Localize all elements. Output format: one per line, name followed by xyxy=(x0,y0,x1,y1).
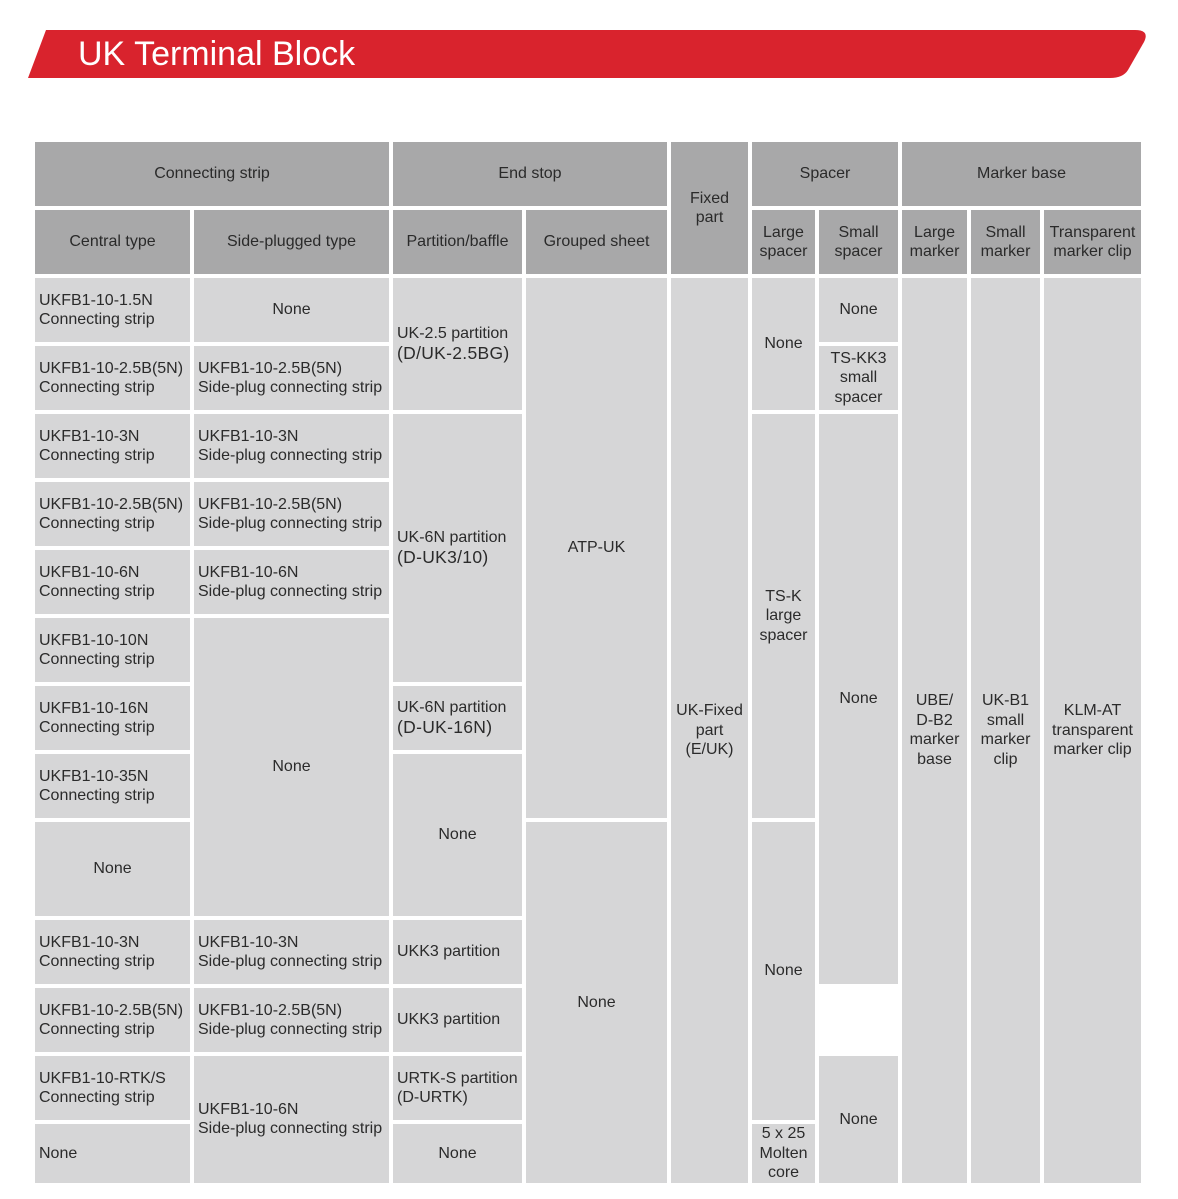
small-spacer-cell: None xyxy=(819,414,898,984)
central-code: UKFB1-10-3N xyxy=(39,933,140,951)
transparent-marker-clip-header: Transparent marker clip xyxy=(1044,210,1141,274)
side-plugged-cell xyxy=(194,618,389,916)
side-code: None xyxy=(272,301,311,319)
large-marker-cell: UBE/ D-B2 marker base xyxy=(902,278,967,1183)
central-desc: Connecting strip xyxy=(39,1089,155,1106)
central-code: UKFB1-10-2.5B(5N) xyxy=(39,1001,184,1019)
partition-code: (D-URTK) xyxy=(397,1089,468,1106)
side-desc: Side-plug connecting strip xyxy=(198,953,383,970)
partition-name: UKK3 partition xyxy=(397,1011,501,1029)
side-plugged-cell xyxy=(194,278,389,342)
central-code: UKFB1-10-3N xyxy=(39,427,140,445)
side-desc: Side-plug connecting strip xyxy=(198,447,383,464)
central-code: UKFB1-10-16N xyxy=(39,699,149,717)
end-stop-header: End stop xyxy=(393,142,667,206)
central-desc: Connecting strip xyxy=(39,1021,155,1038)
marker-base-header: Marker base xyxy=(902,142,1141,206)
central-code: UKFB1-10-6N xyxy=(39,563,140,581)
page-title: UK Terminal Block xyxy=(78,35,356,73)
small-spacer-cell: None xyxy=(819,1056,898,1183)
side-plugged-cell xyxy=(194,482,389,546)
connecting-strip-header: Connecting strip xyxy=(35,142,389,206)
partition-code: (D-UK3/10) xyxy=(397,546,489,567)
partition-name: None xyxy=(438,826,477,844)
central-cell xyxy=(35,482,190,546)
title-banner xyxy=(28,30,1148,78)
side-plugged-cell xyxy=(194,414,389,478)
partition-name: None xyxy=(438,1144,477,1162)
central-cell xyxy=(35,346,190,410)
side-code: UKFB1-10-6N xyxy=(198,563,299,581)
side-plugged-cell xyxy=(194,988,389,1052)
partition-name: URTK-S partition xyxy=(397,1069,518,1087)
partition-cell xyxy=(393,414,522,682)
partition-cell xyxy=(393,1124,522,1183)
central-desc: Connecting strip xyxy=(39,651,155,668)
small-spacer-cell: None xyxy=(819,278,898,342)
side-plugged-type-header: Side-plugged type xyxy=(194,210,389,274)
central-cell xyxy=(35,920,190,984)
partition-cell xyxy=(393,754,522,916)
central-cell xyxy=(35,988,190,1052)
side-code: UKFB1-10-6N xyxy=(198,1100,299,1118)
partition-cell xyxy=(393,686,522,750)
partition-name: UK-6N partition xyxy=(397,699,507,716)
central-cell xyxy=(35,1124,190,1183)
central-cell xyxy=(35,686,190,750)
partition-name: UK-6N partition xyxy=(397,529,507,546)
grouped-sheet-cell: ATP-UK xyxy=(526,278,667,818)
side-desc: Side-plug connecting strip xyxy=(198,1120,383,1138)
partition-name: UKK3 partition xyxy=(397,943,501,961)
partition-cell xyxy=(393,988,522,1052)
central-desc: Connecting strip xyxy=(39,953,155,970)
central-code: UKFB1-10-2.5B(5N) xyxy=(39,495,184,513)
central-cell xyxy=(35,414,190,478)
central-code: UKFB1-10-35N xyxy=(39,767,149,785)
partition-cell xyxy=(393,1056,522,1120)
side-code: UKFB1-10-2.5B(5N) xyxy=(198,495,343,513)
partition-name: UK-2.5 partition xyxy=(397,325,509,342)
fixed-part-cell: UK-Fixed part (E/UK) xyxy=(671,278,748,1183)
partition-cell xyxy=(393,278,522,410)
small-spacer-cell: TS-KK3 small spacer xyxy=(819,346,898,410)
side-code: UKFB1-10-3N xyxy=(198,933,299,951)
central-code: UKFB1-10-2.5B(5N) xyxy=(39,359,184,377)
side-desc: Side-plug connecting strip xyxy=(198,1021,383,1038)
side-plugged-cell xyxy=(194,346,389,410)
partition-code: (D-UK-16N) xyxy=(397,716,493,737)
side-code: None xyxy=(272,758,311,776)
spacer-header: Spacer xyxy=(752,142,898,206)
small-spacer-header: Small spacer xyxy=(819,210,898,274)
side-desc: Side-plug connecting strip xyxy=(198,379,383,396)
central-type-header: Central type xyxy=(35,210,190,274)
transparent-clip-cell: KLM-AT transparent marker clip xyxy=(1044,278,1141,1183)
side-desc: Side-plug connecting strip xyxy=(198,515,383,532)
side-plugged-cell xyxy=(194,1056,389,1183)
partition-baffle-header: Partition/baffle xyxy=(393,210,522,274)
grouped-sheet-cell: None xyxy=(526,822,667,1183)
grouped-sheet-header: Grouped sheet xyxy=(526,210,667,274)
side-code: UKFB1-10-2.5B(5N) xyxy=(198,1001,343,1019)
fixed-part-header: Fixed part xyxy=(671,142,748,274)
side-code: UKFB1-10-3N xyxy=(198,427,299,445)
central-desc: Connecting strip xyxy=(39,719,155,736)
central-code: UKFB1-10-10N xyxy=(39,631,149,649)
large-spacer-cell: None xyxy=(752,278,815,410)
large-spacer-header: Large spacer xyxy=(752,210,815,274)
side-plugged-cell xyxy=(194,920,389,984)
small-marker-cell: UK-B1 small marker clip xyxy=(971,278,1040,1183)
product-table xyxy=(31,138,1149,1187)
central-code: UKFB1-10-1.5N xyxy=(39,291,153,309)
central-cell xyxy=(35,278,190,342)
grouped-sheet-cell: 5 x 25 Molten core xyxy=(752,1124,815,1183)
partition-code: (D/UK-2.5BG) xyxy=(397,342,510,363)
large-spacer-cell: None xyxy=(752,822,815,1120)
partition-cell xyxy=(393,920,522,984)
central-desc: Connecting strip xyxy=(39,379,155,396)
central-cell xyxy=(35,618,190,682)
central-cell xyxy=(35,1056,190,1120)
large-marker-header: Large marker xyxy=(902,210,967,274)
central-cell xyxy=(35,550,190,614)
central-desc: Connecting strip xyxy=(39,787,155,804)
side-plugged-cell xyxy=(194,550,389,614)
central-cell xyxy=(35,754,190,818)
large-spacer-cell: TS-K large spacer xyxy=(752,414,815,818)
small-marker-header: Small marker xyxy=(971,210,1040,274)
central-desc: Connecting strip xyxy=(39,447,155,464)
central-desc: Connecting strip xyxy=(39,583,155,600)
central-desc: Connecting strip xyxy=(39,311,155,328)
central-desc: Connecting strip xyxy=(39,515,155,532)
side-code: UKFB1-10-2.5B(5N) xyxy=(198,359,343,377)
side-desc: Side-plug connecting strip xyxy=(198,583,383,600)
central-code: UKFB1-10-RTK/S xyxy=(39,1069,166,1087)
central-code: None xyxy=(39,1144,78,1162)
central-cell xyxy=(35,822,190,916)
central-code: None xyxy=(93,860,132,878)
